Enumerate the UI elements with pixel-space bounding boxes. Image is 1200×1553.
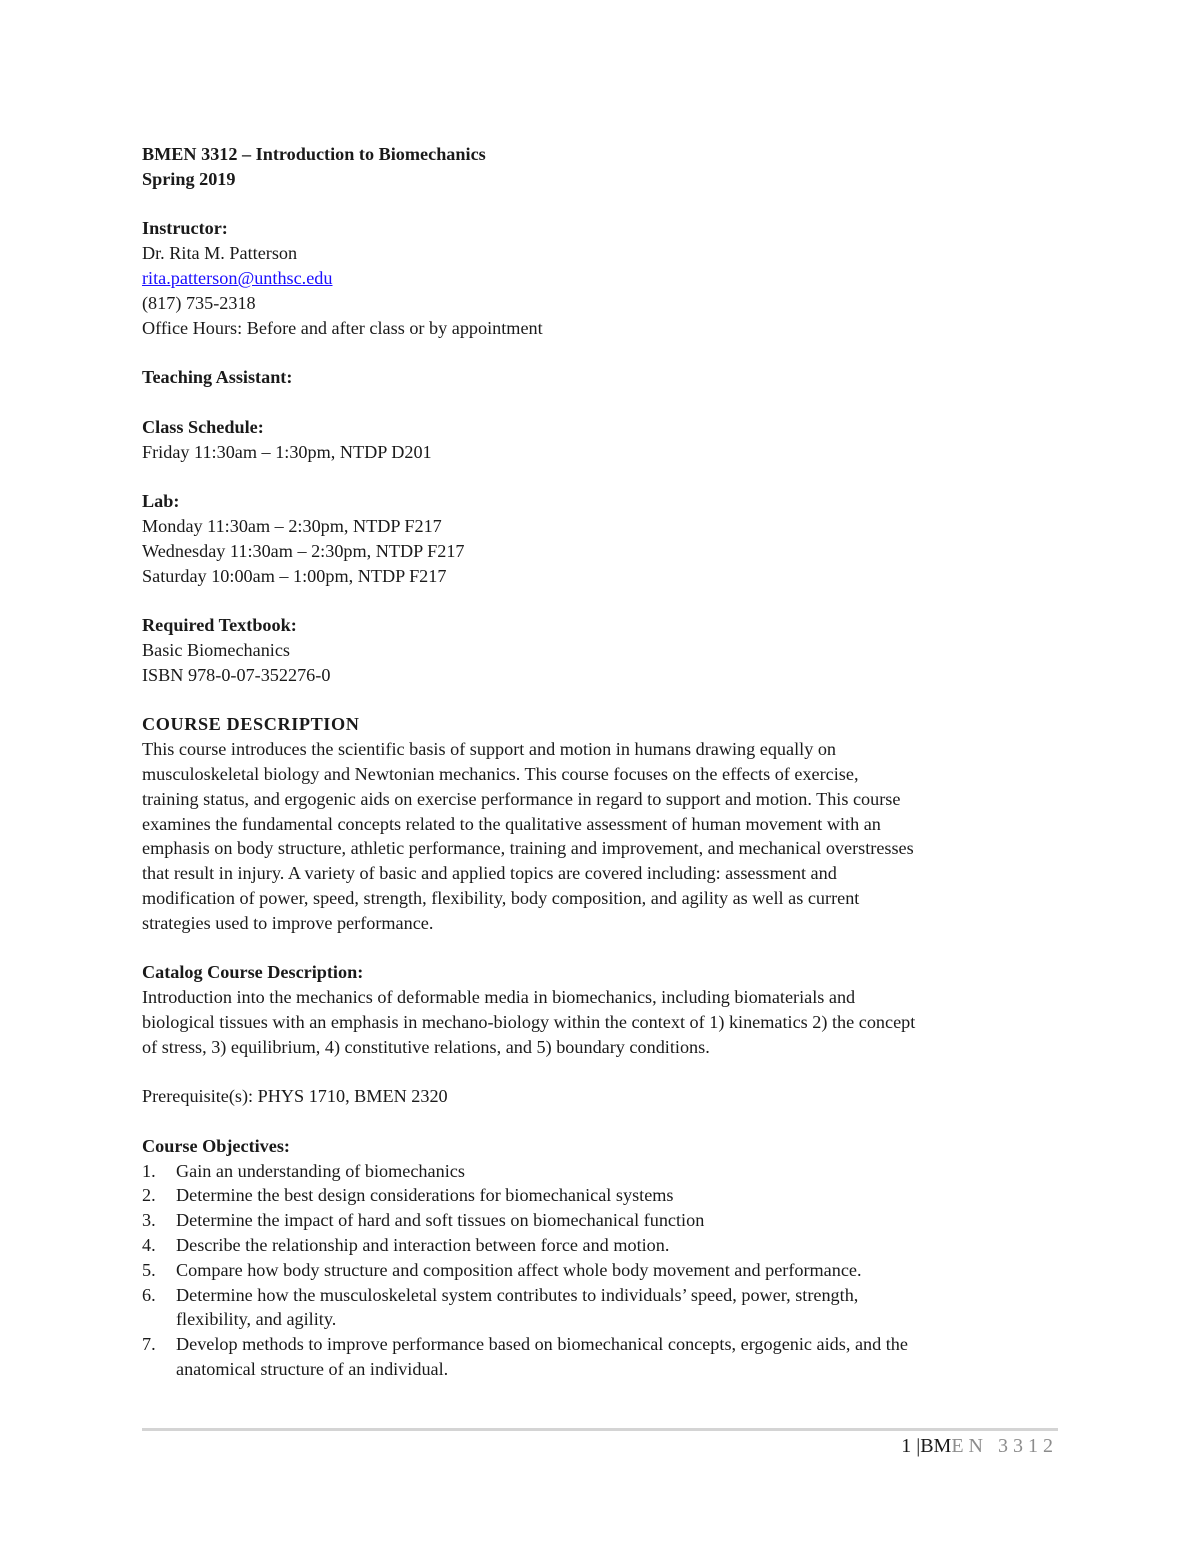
footer-separator: | — [916, 1435, 921, 1457]
instructor-heading: Instructor: — [142, 218, 228, 239]
instructor-office-hours: Office Hours: Before and after class or by appointment — [142, 317, 543, 338]
course-description-line: modification of power, speed, strength, flexibility, body composition, and agility as well as current — [142, 887, 860, 908]
objective-text: anatomical structure of an individual. — [176, 1359, 449, 1380]
objective-item — [142, 1283, 1072, 1333]
course-description-line: examines the fundamental concepts related to the qualitative assessment of human movement with an — [142, 813, 881, 834]
course-description-line: that result in injury. A variety of basic and applied topics are covered including: assessment and — [142, 863, 837, 884]
catalog-description-heading: Catalog Course Description: — [142, 962, 364, 983]
class-schedule-heading: Class Schedule: — [142, 416, 264, 437]
catalog-description-line: of stress, 3) equilibrium, 4) constitutive relations, and 5) boundary conditions. — [142, 1036, 710, 1057]
textbook-title: Basic Biomechanics — [142, 639, 290, 660]
objective-text: Develop methods to improve performance based on biomechanical concepts, ergogenic aids, and the — [176, 1334, 908, 1355]
objective-number: 1. — [142, 1160, 156, 1181]
course-description-heading: COURSE DESCRIPTION — [142, 714, 360, 735]
objective-number: 3. — [142, 1210, 156, 1231]
objective-text: Gain an understanding of biomechanics — [176, 1160, 465, 1181]
catalog-description-line: biological tissues with an emphasis in mechano-biology within the context of 1) kinematics 2) the concept — [142, 1011, 916, 1032]
footer-course-code-suffix: EN 3312 — [951, 1435, 1058, 1457]
objective-number: 4. — [142, 1235, 156, 1256]
objective-item — [142, 1233, 1072, 1258]
objective-item — [142, 1183, 1072, 1208]
objective-text: Describe the relationship and interaction between force and motion. — [176, 1235, 670, 1256]
course-term: Spring 2019 — [142, 168, 236, 189]
course-description-line: This course introduces the scientific basis of support and motion in humans drawing equally on — [142, 739, 837, 760]
objective-text: flexibility, and agility. — [176, 1309, 337, 1330]
course-description-line: strategies used to improve performance. — [142, 912, 434, 933]
footer-divider — [142, 1428, 1058, 1431]
lab-line: Monday 11:30am – 2:30pm, NTDP F217 — [142, 515, 442, 536]
objective-number: 6. — [142, 1284, 156, 1305]
instructor-email-link[interactable]: rita.patterson@unthsc.edu — [142, 267, 333, 288]
course-description-line: musculoskeletal biology and Newtonian mechanics. This course focuses on the effects of exercise, — [142, 763, 859, 784]
objective-number: 5. — [142, 1259, 156, 1280]
objective-item — [142, 1332, 1072, 1382]
objective-number: 2. — [142, 1185, 156, 1206]
catalog-description-line: Introduction into the mechanics of deformable media in biomechanics, including biomaterials and — [142, 987, 856, 1008]
course-description-line: emphasis on body structure, athletic performance, training and improvement, and mechanical overstresses — [142, 838, 914, 859]
page-footer — [901, 1433, 1058, 1459]
lab-line: Saturday 10:00am – 1:00pm, NTDP F217 — [142, 565, 447, 586]
objective-item — [142, 1208, 1072, 1233]
objective-item — [142, 1258, 1072, 1283]
lab-line: Wednesday 11:30am – 2:30pm, NTDP F217 — [142, 540, 465, 561]
footer-page-number: 1 — [901, 1435, 912, 1457]
instructor-name: Dr. Rita M. Patterson — [142, 243, 298, 264]
objective-text: Determine the best design considerations for biomechanical systems — [176, 1185, 674, 1206]
objective-text: Determine the impact of hard and soft tissues on biomechanical function — [176, 1210, 705, 1231]
textbook-heading: Required Textbook: — [142, 615, 297, 636]
teaching-assistant-heading: Teaching Assistant: — [142, 367, 293, 388]
lab-heading: Lab: — [142, 491, 180, 512]
syllabus-page — [142, 142, 1072, 1382]
objective-text: Determine how the musculoskeletal system contributes to individuals’ speed, power, strength, — [176, 1284, 859, 1305]
instructor-phone: (817) 735-2318 — [142, 292, 256, 313]
objectives-heading: Course Objectives: — [142, 1135, 290, 1156]
textbook-isbn: ISBN 978-0-07-352276-0 — [142, 664, 331, 685]
objective-number: 7. — [142, 1334, 156, 1355]
objective-item — [142, 1159, 1072, 1184]
objective-text: Compare how body structure and composition affect whole body movement and performance. — [176, 1259, 862, 1280]
course-title: BMEN 3312 – Introduction to Biomechanics — [142, 144, 486, 164]
prerequisites: Prerequisite(s): PHYS 1710, BMEN 2320 — [142, 1086, 448, 1107]
objectives-list — [142, 1159, 1072, 1382]
class-schedule-line: Friday 11:30am – 1:30pm, NTDP D201 — [142, 441, 432, 462]
footer-course-code-prefix: BM — [920, 1435, 952, 1457]
course-description-line: training status, and ergogenic aids on exercise performance in regard to support and motion. This course — [142, 788, 901, 809]
